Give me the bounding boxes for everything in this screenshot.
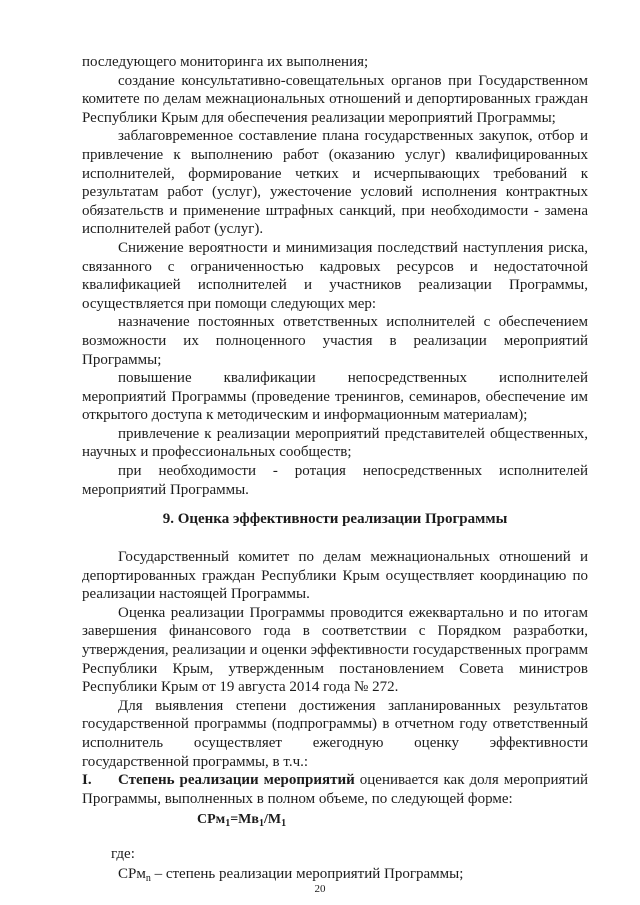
formula-term: СРм — [197, 812, 226, 827]
paragraph-7: привлечение к реализации мероприятий представителей общественных, научных и профессиональных сообществ; — [82, 425, 588, 461]
paragraph-1: последующего мониторинга их выполнения; — [82, 54, 369, 70]
paragraph-10: Оценка реализации Программы проводится ежеквартально и по итогам завершения финансового года в соответствии с Порядком разработки, утверждения, реализации и оценки эффективности государственных программ Республики Крым, утвержденным постановлением Совета министров Республики Крым от 19 августа 2014 года № 272. — [82, 604, 588, 696]
formula — [197, 812, 286, 828]
definition-line — [118, 866, 463, 883]
list-item-text: оценивается как доля мероприятий Программы, выполненных в полном объеме, по следующей форме: — [82, 772, 589, 807]
formula-sub: 1 — [258, 818, 264, 829]
list-item-number: I. — [82, 772, 92, 789]
list-item-1 — [82, 771, 588, 808]
paragraph-5: назначение постоянных ответственных исполнителей с обеспечением возможности их полноценного участия в реализации мероприятий Программы; — [82, 314, 588, 368]
formula-sub: 1 — [281, 818, 287, 829]
definition-sub: n — [145, 873, 151, 884]
formula-term: /М — [263, 812, 282, 827]
section-heading: 9. Оценка эффективности реализации Программы — [162, 511, 508, 527]
text-block-bottom — [82, 548, 588, 808]
paragraph-8: при необходимости - ротация непосредственных исполнителей мероприятий Программы. — [82, 463, 588, 498]
page-number: 20 — [314, 883, 326, 895]
formula-term: =Мв — [230, 812, 259, 827]
list-item-bold-label: Степень реализации мероприятий — [118, 772, 355, 789]
paragraph-3: заблаговременное составление плана государственных закупок, отбор и привлечение к выполнению работ (оказанию услуг) квалифицированных исполнителей, формирование четких и исчерпывающих требований к результатам работ (услуг), ужесточение условий исполнения контрактных обязательств и применение штрафных санкций, при необходимости - замена исполнителей работ (услуг). — [82, 128, 588, 238]
paragraph-9: Государственный комитет по делам межнациональных отношений и депортированных граждан Республики Крым осуществляет координацию по реализации настоящей Программы. — [82, 549, 588, 603]
where-label: где: — [111, 846, 135, 862]
paragraph-2: создание консультативно-совещательных органов при Государственном комитете по делам межнациональных отношений и депортированных граждан Республики Крым для обеспечения реализации мероприятий Программы; — [82, 72, 588, 126]
definition-term: СРм — [118, 866, 146, 882]
formula-sub: 1 — [225, 818, 231, 829]
definition-text: – степень реализации мероприятий Программы; — [150, 866, 464, 882]
paragraph-4: Снижение вероятности и минимизация последствий наступления риска, связанного с ограниченностью кадровых ресурсов и недостаточной квалификацией исполнителей и участников реализации Программы, осуществляется при помощи следующих мер: — [82, 239, 588, 312]
paragraph-11: Для выявления степени достижения запланированных результатов государственной программы (подпрограммы) в отчетном году ответственный исполнитель осуществляет ежегодную оценку эффективности государственной программы, в т.ч.: — [82, 697, 588, 770]
text-block-top — [82, 53, 588, 499]
paragraph-6: повышение квалификации непосредственных исполнителей мероприятий Программы (проведение тренингов, семинаров, обеспечение им открытого доступа к методическим и информационным материалам); — [82, 370, 588, 424]
